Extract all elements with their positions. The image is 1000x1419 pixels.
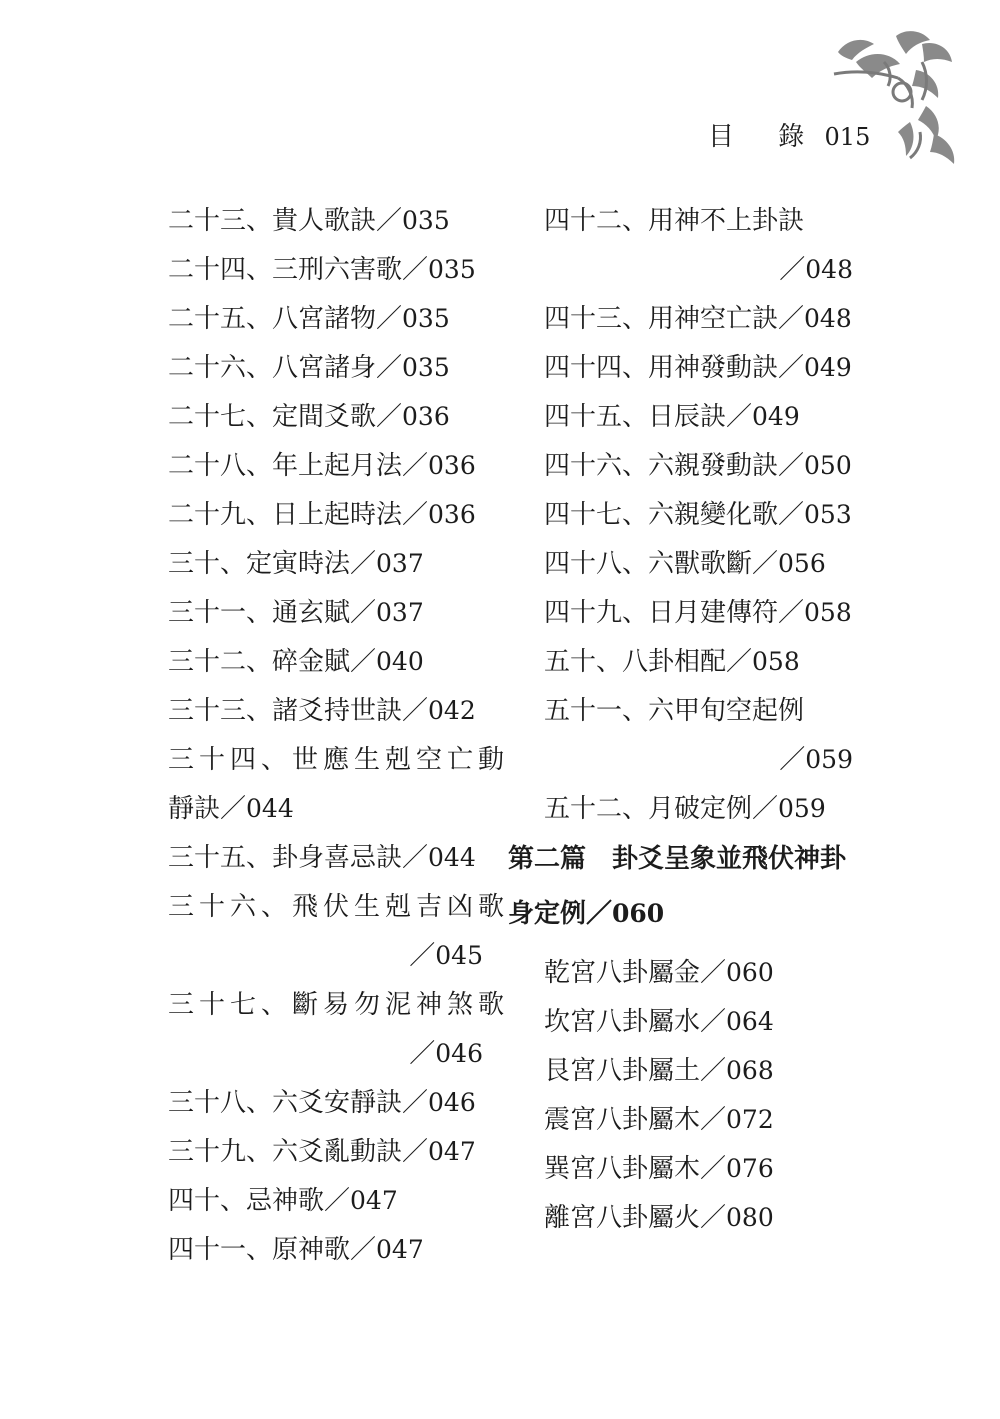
section-heading-continuation: 身定例／060 <box>508 899 665 929</box>
header-title: 目 錄 <box>708 122 823 152</box>
toc-entry: 三十三、諸爻持世訣／042 <box>168 696 476 726</box>
toc-entry: 坎宮八卦屬水／064 <box>544 1007 774 1037</box>
toc-entry: 四十一、原神歌／047 <box>168 1235 424 1265</box>
toc-entry-continuation: 靜訣／044 <box>168 794 294 824</box>
toc-entry-continuation: ／045 <box>409 941 483 971</box>
toc-entry: 四十五、日辰訣／049 <box>544 402 800 432</box>
toc-entry: 五十二、月破定例／059 <box>544 794 826 824</box>
toc-entry: 三十九、六爻亂動訣／047 <box>168 1137 476 1167</box>
toc-entry: 五十一、六甲旬空起例 <box>544 696 805 726</box>
toc-entry: 離宮八卦屬火／080 <box>544 1203 774 1233</box>
toc-entry: 乾宮八卦屬金／060 <box>544 958 774 988</box>
toc-entry: 三十八、六爻安靜訣／046 <box>168 1088 476 1118</box>
toc-entry: 四十九、日月建傳符／058 <box>544 598 852 628</box>
toc-entry: 三十六、飛伏生剋吉凶歌 <box>168 892 510 922</box>
toc-entry: 二十四、三刑六害歌／035 <box>168 255 476 285</box>
toc-left-column <box>168 196 510 1274</box>
toc-entry: 四十七、六親變化歌／053 <box>544 500 852 530</box>
running-header <box>708 116 871 152</box>
toc-entry: 艮宮八卦屬土／068 <box>544 1056 774 1086</box>
toc-entry: 巽宮八卦屬木／076 <box>544 1154 774 1184</box>
toc-entry: 三十一、通玄賦／037 <box>168 598 424 628</box>
toc-entry: 震宮八卦屬木／072 <box>544 1105 774 1135</box>
toc-entry: 二十八、年上起月法／036 <box>168 451 476 481</box>
toc-entry: 四十二、用神不上卦訣 <box>544 206 805 236</box>
toc-entry: 三十二、碎金賦／040 <box>168 647 424 677</box>
toc-entry-continuation: ／048 <box>779 255 853 285</box>
toc-entry: 三十四、世應生剋空亡動 <box>168 745 510 775</box>
toc-entry: 五十、八卦相配／058 <box>544 647 800 677</box>
toc-entry: 四十四、用神發動訣／049 <box>544 353 852 383</box>
toc-entry: 二十六、八宮諸身／035 <box>168 353 450 383</box>
toc-entry: 二十五、八宮諸物／035 <box>168 304 450 334</box>
toc-entry: 四十、忌神歌／047 <box>168 1186 398 1216</box>
toc-entry: 三十七、斷易勿泥神煞歌 <box>168 990 510 1020</box>
toc-entry-continuation: ／059 <box>779 745 853 775</box>
toc-entry: 三十五、卦身喜忌訣／044 <box>168 843 476 873</box>
toc-entry: 二十七、定間爻歌／036 <box>168 402 450 432</box>
toc-entry: 四十三、用神空亡訣／048 <box>544 304 852 334</box>
toc-entry: 四十六、六親發動訣／050 <box>544 451 852 481</box>
toc-entry-continuation: ／046 <box>409 1039 483 1069</box>
toc-entry: 二十九、日上起時法／036 <box>168 500 476 530</box>
toc-right-column <box>508 196 853 1242</box>
section-heading: 第二篇 卦爻呈象並飛伏神卦 <box>508 844 847 874</box>
toc-entry: 二十三、貴人歌訣／035 <box>168 206 450 236</box>
toc-entry: 四十八、六獸歌斷／056 <box>544 549 826 579</box>
header-page-number: 015 <box>824 123 871 151</box>
toc-entry: 三十、定寅時法／037 <box>168 549 424 579</box>
